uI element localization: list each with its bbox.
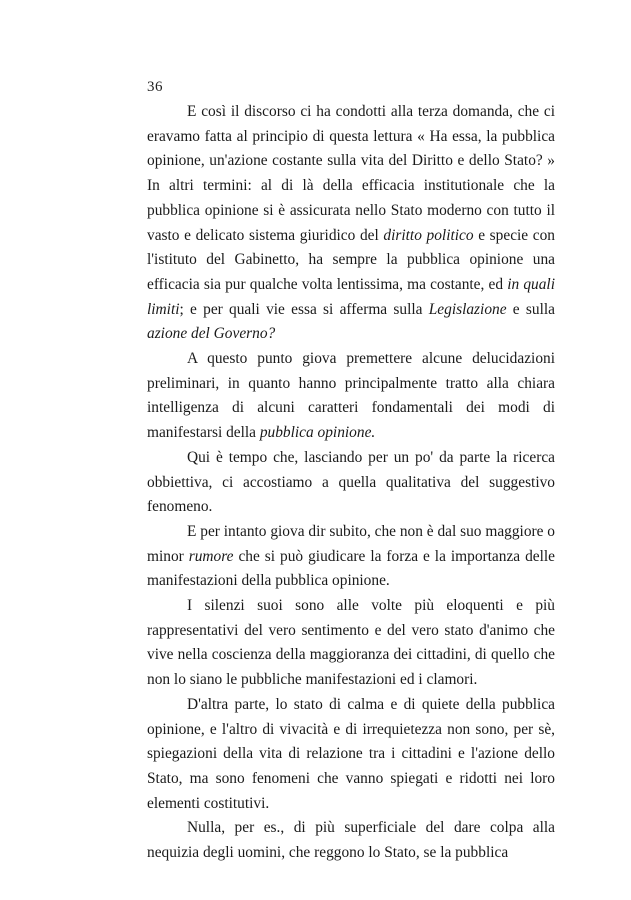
text-run: A questo punto giova premettere alcune delucidazioni preliminari, in quanto hanno principalmente tratto alla chiara intelligenza di alcuni caratteri fondamentali dei modi di manifestarsi della [147, 350, 555, 442]
text-run: E per intanto giova dir subito, che non è dal suo maggiore o minor [147, 522, 556, 565]
text-run: E così il discorso ci ha condotti alla terza domanda, che ci eravamo fatta al principio di questa lettura « Ha essa, la pubblica opinione, un'azione costante sulla vita del Diritto e dello Stato? » In altri termini: al di là della efficacia institutionale che la pubblica opinione si è assicurata nello Stato moderno con tutto il vasto e delicato sistema giuridico del [147, 103, 555, 244]
paragraph [147, 594, 555, 693]
italic-phrase: Legislazione [428, 300, 507, 318]
italic-phrase: pubblica opinione. [259, 424, 376, 442]
text-run: che si può giudicare la forza e la importanza delle manifestazioni della pubblica opinione. [147, 547, 555, 590]
italic-phrase: rumore [188, 547, 234, 565]
paragraph [147, 100, 555, 347]
text-run: ; e per quali vie essa si afferma sulla [179, 300, 429, 318]
page-number: 36 [147, 79, 163, 95]
paragraph [147, 347, 555, 446]
italic-phrase: in quali limiti [147, 275, 555, 318]
text-run: e sulla [506, 300, 555, 318]
paragraph [147, 693, 555, 817]
text-run: Nulla, per es., di più superficiale del dare colpa alla nequizia degli uomini, che reggono lo Stato, se la pubblica [147, 819, 555, 862]
text-run: D'altra parte, lo stato di calma e di quiete della pubblica opinione, e l'altro di vivacità e di irrequietezza non sono, per sè, spiegazioni della vita di relazione tra i cittadini e l'azione dello Stato, ma sono fenomeni che vanno spiegati e ridotti nei loro elementi costitutivi. [147, 695, 555, 812]
body-text [147, 100, 555, 866]
text-run: e specie con l'istituto del Gabinetto, ha sempre la pubblica opinione una efficacia sia pur qualche volta lentissima, ma costante, ed [147, 226, 555, 293]
text-run: Qui è tempo che, lasciando per un po' da parte la ricerca obbiettiva, ci accostiamo a quella qualitativa del suggestivo fenomeno. [147, 448, 555, 516]
italic-phrase: diritto politico [383, 226, 474, 244]
paragraph [147, 816, 555, 865]
italic-phrase: azione del Governo? [147, 325, 276, 343]
paragraph [147, 520, 555, 594]
text-run: I silenzi suoi sono alle volte più eloquenti e più rappresentativi del vero sentimento e del vero stato d'animo che vive nella coscienza della maggioranza dei cittadini, di quello che non lo siano le pubbliche manifestazioni ed i clamori. [147, 597, 555, 689]
paragraph [147, 446, 555, 520]
